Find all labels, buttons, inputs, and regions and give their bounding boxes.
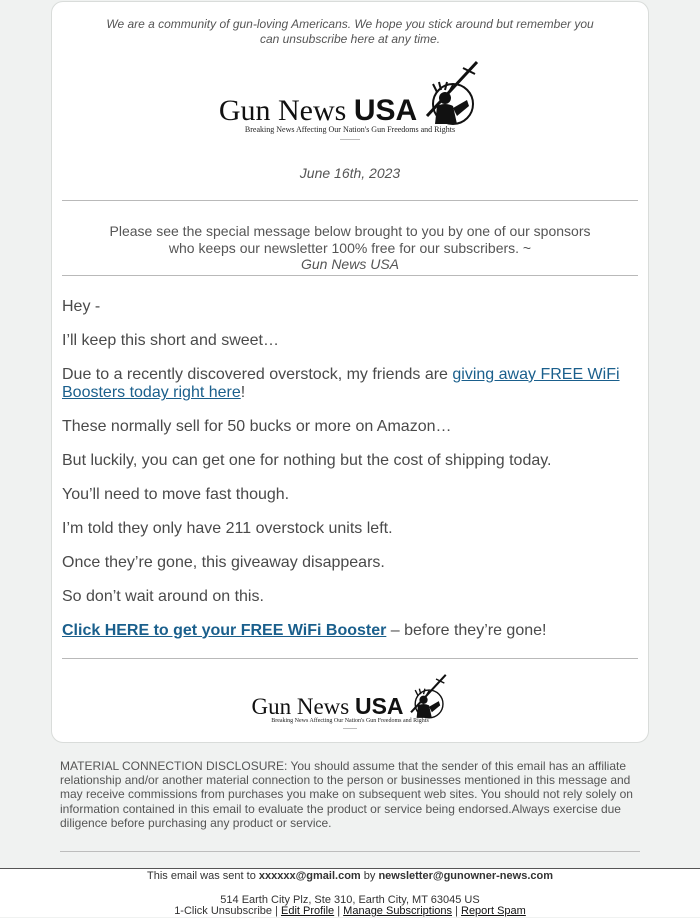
cta-link[interactable]: Click HERE to get your FREE WiFi Booster bbox=[62, 621, 387, 639]
sponsor-message bbox=[52, 223, 648, 273]
footer-logo[interactable] bbox=[52, 672, 648, 729]
intro-text bbox=[52, 17, 648, 46]
newsletter-date: June 16th, 2023 bbox=[299, 165, 401, 181]
body-paragraph: You’ll need to move fast though. bbox=[62, 485, 290, 503]
body-paragraph: I’m told they only have 211 overstock units left. bbox=[62, 519, 393, 537]
footer-links: 1-Click Unsubscribe | Edit Profile | Manage Subscriptions | Report Spam bbox=[174, 905, 526, 917]
sender-email: newsletter@gunowner-news.com bbox=[378, 870, 553, 882]
body-paragraph: So don’t wait around on this. bbox=[62, 587, 264, 605]
statue-of-liberty-rifle-icon bbox=[419, 58, 481, 130]
logo-underline bbox=[340, 139, 360, 140]
email-footer bbox=[0, 868, 700, 917]
logo-wordmark: Gun News USA bbox=[218, 94, 418, 127]
logo-underline bbox=[343, 728, 357, 729]
material-disclosure: MATERIAL CONNECTION DISCLOSURE: You should assume that the sender of this email has an affiliate relationship and/or another material connection to the person or businesses mentioned in this message and may receive commissions from purchases you make on subsequent web sites. You should not rely solely on information contained in this email to evaluate the product or service being endorsed.Always exercise due diligence before purchasing any product or service. bbox=[60, 759, 633, 830]
cta-paragraph: Click HERE to get your FREE WiFi Booster – before they’re gone! bbox=[62, 621, 547, 639]
divider bbox=[60, 851, 640, 852]
manage-subscriptions-link[interactable]: Manage Subscriptions bbox=[343, 905, 453, 917]
body-paragraph: Due to a recently discovered overstock, my friends are giving away FREE WiFi Boosters today right here! bbox=[62, 365, 620, 402]
header-logo[interactable] bbox=[52, 58, 648, 140]
recipient-email: xxxxxx@gmail.com bbox=[258, 870, 361, 882]
postal-address: 514 Earth City Plz, Ste 310, Earth City, MT 63045 US bbox=[220, 894, 480, 906]
giveaway-link[interactable]: giving away FREE WiFi Boosters today right here bbox=[62, 365, 620, 402]
divider bbox=[62, 275, 638, 276]
logo-wordmark: Gun News USA bbox=[251, 693, 404, 719]
body-paragraph: Once they’re gone, this giveaway disappears. bbox=[62, 553, 385, 571]
intro-line-1: We are a community of gun-loving Americans. We hope you stick around but remember you bbox=[106, 17, 594, 31]
divider bbox=[62, 658, 638, 659]
sponsor-line-2: who keeps our newsletter 100% free for our subscribers. ~ Gun News USA bbox=[168, 239, 532, 272]
edit-profile-link[interactable]: Edit Profile bbox=[280, 905, 335, 917]
sent-to-line: This email was sent to xxxxxx@gmail.com by newsletter@gunowner-news.com bbox=[147, 870, 553, 882]
statue-of-liberty-rifle-icon bbox=[405, 672, 449, 722]
newsletter-card bbox=[51, 1, 649, 743]
divider bbox=[62, 200, 638, 201]
logo-tagline: Breaking News Affecting Our Nation's Gun Freedoms and Rights bbox=[271, 718, 429, 724]
email-body bbox=[62, 298, 632, 655]
greeting: Hey - bbox=[62, 298, 101, 315]
logo-tagline: Breaking News Affecting Our Nation's Gun Freedoms and Rights bbox=[244, 125, 456, 134]
body-paragraph: These normally sell for 50 bucks or more on Amazon… bbox=[62, 418, 452, 436]
body-paragraph: But luckily, you can get one for nothing but the cost of shipping today. bbox=[62, 452, 552, 470]
body-paragraph: I’ll keep this short and sweet… bbox=[62, 331, 279, 349]
intro-line-2: can unsubscribe here at any time. bbox=[259, 31, 441, 46]
report-spam-link[interactable]: Report Spam bbox=[461, 905, 526, 917]
sponsor-line-1: Please see the special message below brought to you by one of our sponsors bbox=[109, 223, 591, 239]
unsubscribe-label[interactable]: 1-Click Unsubscribe bbox=[174, 905, 272, 917]
